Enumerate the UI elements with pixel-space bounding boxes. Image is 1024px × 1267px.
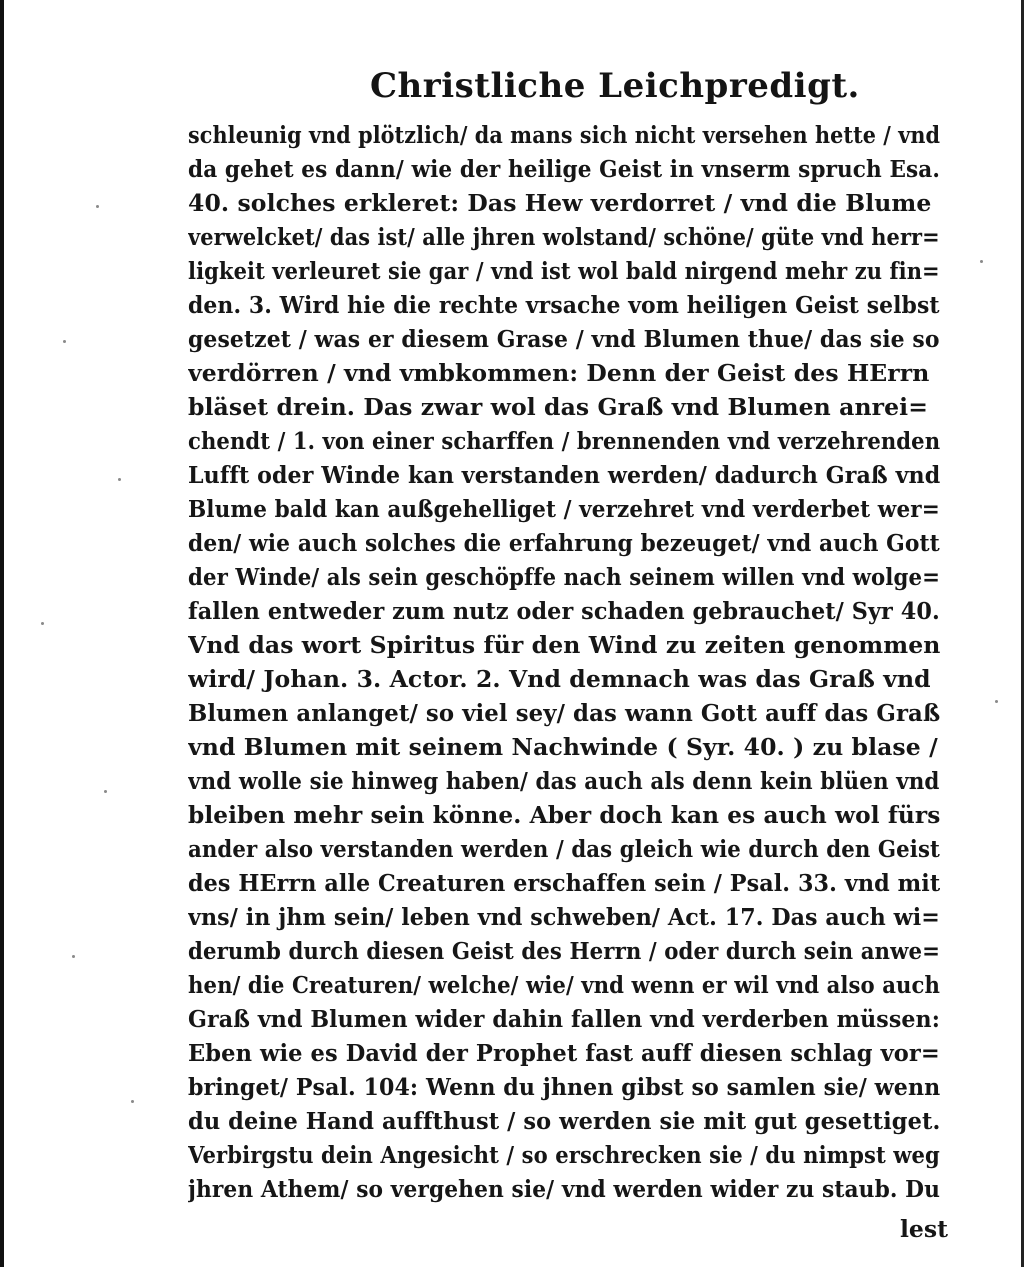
text-line: bleiben mehr sein könne. Aber doch kan es auch wol fürs [188,801,941,829]
text-line: bringet/ Psal. 104: Wenn du jhnen gibst so samlen sie/ wenn [188,1073,941,1101]
text-line: 40. solches erkleret: Das Hew verdorret / vnd die Blume [188,189,932,217]
text-line: den. 3. Wird hie die rechte vrsache vom heiligen Geist selbst [188,291,940,319]
text-line: chendt / 1. von einer scharffen / brennenden vnd verzehrenden [188,427,941,455]
paper-speckle [96,205,99,208]
text-line: ligkeit verleuret sie gar / vnd ist wol bald nirgend mehr zu fin= [188,257,940,285]
text-line: des HErrn alle Creaturen erschaffen sein / Psal. 33. vnd mit [188,869,941,897]
body-text [188,118,940,1208]
paper-speckle [63,340,66,343]
paper-speckle [104,790,107,793]
text-line: hen/ die Creaturen/ welche/ wie/ vnd wenn er wil vnd also auch [188,971,941,999]
paper-speckle [41,622,44,625]
text-line: vnd Blumen mit seinem Nachwinde ( Syr. 40. ) zu blase / [188,733,938,761]
text-line: Eben wie es David der Prophet fast auff diesen schlag vor= [188,1039,940,1067]
text-line: Vnd das wort Spiritus für den Wind zu zeiten genommen [188,631,941,659]
scan-edge-left [0,0,4,1267]
text-line: jhren Athem/ so vergehen sie/ vnd werden wider zu staub. Du [188,1175,941,1203]
text-line: Graß vnd Blumen wider dahin fallen vnd verderben müssen: [188,1005,940,1033]
text-line: verdörren / vnd vmbkommen: Denn der Geist des HErrn [188,359,930,387]
text-line: Blume bald kan außgehelliget / verzehret vnd verderbet wer= [188,495,940,523]
text-line: bläset drein. Das zwar wol das Graß vnd Blumen anrei= [188,393,928,421]
text-line: Lufft oder Winde kan verstanden werden/ dadurch Graß vnd [188,461,941,489]
text-line: Verbirgstu dein Angesicht / so erschrecken sie / du nimpst weg [188,1141,940,1169]
text-line: da gehet es dann/ wie der heilige Geist in vnserm spruch Esa. [188,155,940,183]
text-line: gesetzet / was er diesem Grase / vnd Blumen thue/ das sie so [188,325,940,353]
text-line: verwelcket/ das ist/ alle jhren wolstand/ schöne/ güte vnd herr= [188,223,940,251]
paper-speckle [131,1100,134,1103]
paper-speckle [72,955,75,958]
text-line: derumb durch diesen Geist des Herrn / oder durch sein anwe= [188,937,941,965]
paper-speckle [995,700,998,703]
text-line: fallen entweder zum nutz oder schaden gebrauchet/ Syr 40. [188,597,940,625]
text-line: den/ wie auch solches die erfahrung bezeuget/ vnd auch Gott [188,529,940,557]
text-line: vns/ in jhm sein/ leben vnd schweben/ Act. 17. Das auch wi= [188,903,940,931]
catchword: lest [900,1215,948,1243]
text-line: schleunig vnd plötzlich/ da mans sich nicht versehen hette / vnd [188,121,941,149]
text-line: der Winde/ als sein geschöpffe nach seinem willen vnd wolge= [188,563,941,591]
text-line: ander also verstanden werden / das gleich wie durch den Geist [188,835,940,863]
text-line: du deine Hand auffthust / so werden sie mit gut gesettiget. [188,1107,941,1135]
text-line: Blumen anlanget/ so viel sey/ das wann Gott auff das Graß [188,699,941,727]
paper-speckle [118,478,121,481]
paper-speckle [980,260,983,263]
running-head: Christliche Leichpredigt. [370,66,860,106]
text-line: wird/ Johan. 3. Actor. 2. Vnd demnach was das Graß vnd [188,665,931,693]
text-line: vnd wolle sie hinweg haben/ das auch als denn kein blüen vnd [188,767,940,795]
